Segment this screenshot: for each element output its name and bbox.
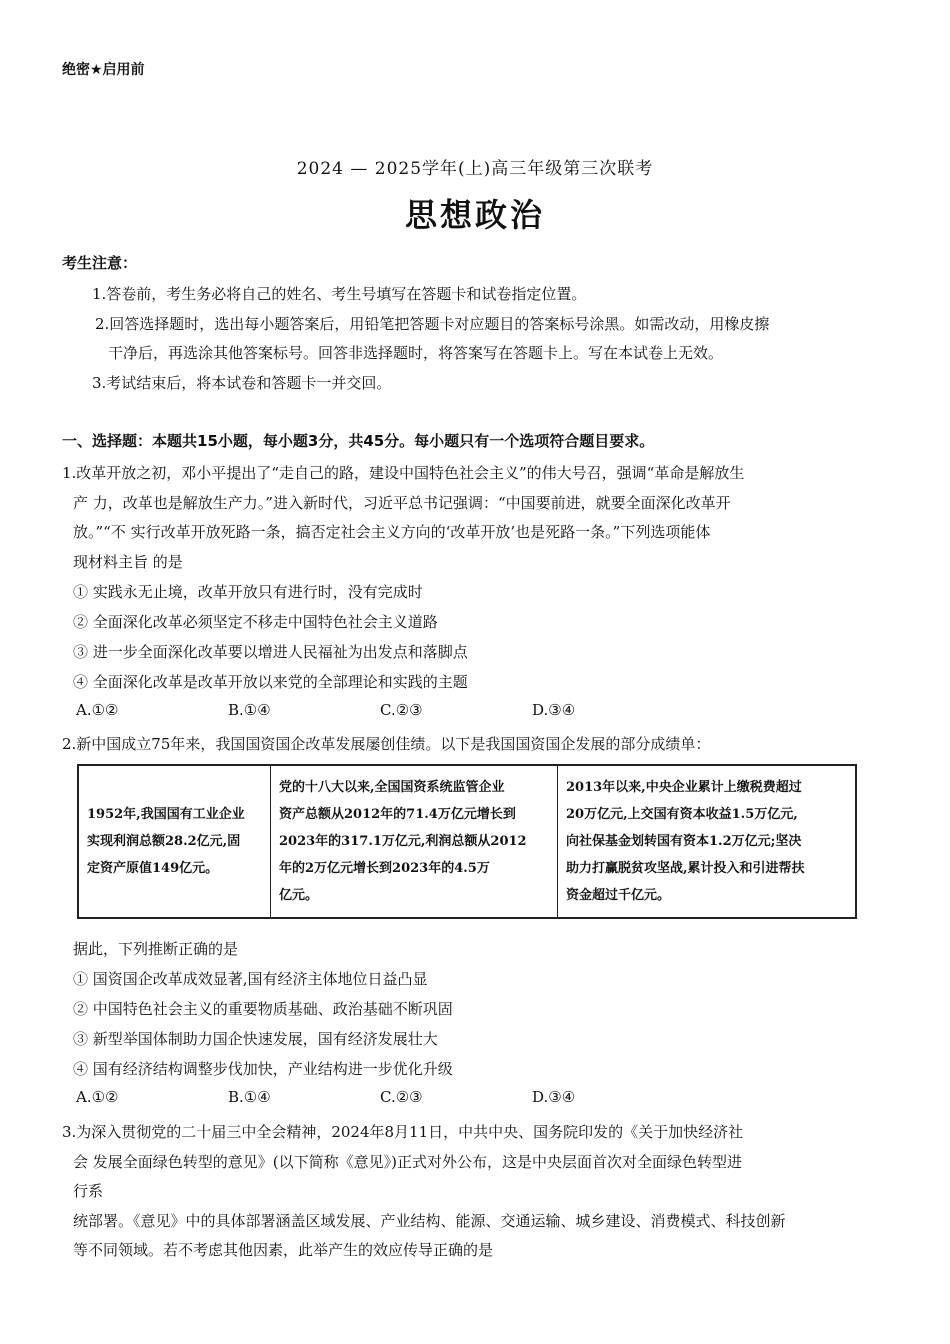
q3-stem-line: 会 发展全面绿色转型的意见》(以下简称《意见》)正式对外公布，这是中央层面首次对全面绿色转型进	[73, 1153, 742, 1171]
q2-stem: 2.新中国成立75年来，我国国资国企改革发展屡创佳绩。以下是我国国资国企发展的部分成绩单：	[62, 735, 711, 753]
table-cell-2013: 2013年以来,中央企业累计上缴税费超过 20万亿元,上交国有资本收益1.5万亿元, 向社保基金划转国有资本1.2万亿元;坚决 助力打赢脱贫攻坚战,累计投入和引进帮扶 资金超过千亿元。	[558, 765, 857, 918]
q3-stem-line: 3.为深入贯彻党的二十届三中全会精神，2024年8月11日，中共中央、国务院印发的《关于加快经济社	[62, 1123, 744, 1141]
q1-option-b: B.①④	[228, 701, 271, 719]
exam-header: 2024 — 2025学年(上)高三年级第三次联考	[296, 159, 654, 179]
q2-option-b: B.①④	[228, 1088, 271, 1106]
q1-stem-line: 现材料主旨 的是	[73, 553, 183, 571]
q1-stem-line: 1.改革开放之初，邓小平提出了“走自己的路，建设中国特色社会主义”的伟大号召，强调“革命是解放生	[62, 464, 745, 482]
q2-statement: ③ 新型举国体制助力国企快速发展，国有经济发展壮大	[73, 1030, 438, 1048]
q1-option-a: A.①②	[76, 701, 119, 719]
q2-prompt: 据此，下列推断正确的是	[73, 940, 239, 958]
q2-option-a: A.①②	[76, 1088, 119, 1106]
q2-options	[76, 1088, 684, 1106]
section-title: 一、选择题：本题共15小题，每小题3分，共45分。每小题只有一个选项符合题目要求。	[62, 432, 655, 450]
q1-option-c: C.②③	[380, 701, 423, 719]
achievement-table	[77, 764, 857, 919]
q2-statement: ① 国资国企改革成效显著,国有经济主体地位日益凸显	[73, 970, 428, 988]
subject-title: 思想政治	[404, 196, 545, 234]
q1-options	[76, 701, 684, 719]
q1-statement: ③ 进一步全面深化改革要以增进人民福祉为出发点和落脚点	[73, 643, 468, 661]
table-cell-1952: 1952年,我国国有工业企业 实现利润总额28.2亿元,固 定资产原值149亿元。	[78, 765, 271, 918]
notice-item: 1.答卷前，考生务必将自己的姓名、考生号填写在答题卡和试卷指定位置。	[92, 285, 587, 303]
q2-option-c: C.②③	[380, 1088, 423, 1106]
q2-option-d: D.③④	[532, 1088, 576, 1106]
table-cell-18th-congress: 党的十八大以来,全国国资系统监管企业 资产总额从2012年的71.4万亿元增长到 2023年的317.1万亿元,利润总额从2012 年的2万亿元增长到2023年的4.5万 亿元。	[271, 765, 558, 918]
q3-stem-line: 行系	[73, 1182, 104, 1200]
q3-stem-line: 统部署。《意见》中的具体部署涵盖区域发展、产业结构、能源、交通运输、城乡建设、消费模式、科技创新	[73, 1212, 786, 1230]
q1-stem-line: 产 力，改革也是解放生产力。”进入新时代，习近平总书记强调：“中国要前进，就要全面深化改革开	[73, 494, 731, 512]
notice-heading: 考生注意：	[62, 254, 138, 272]
q1-statement: ② 全面深化改革必须坚定不移走中国特色社会主义道路	[73, 613, 438, 631]
notice-item: 3.考试结束后，将本试卷和答题卡一并交回。	[92, 374, 392, 392]
q1-statement: ① 实践永无止境，改革开放只有进行时，没有完成时	[73, 583, 423, 601]
q1-stem-line: 放。”“不 实行改革开放死路一条，搞否定社会主义方向的‘改革开放’也是死路一条。”下列选项能体	[73, 523, 711, 541]
notice-item: 干净后，再选涂其他答案标号。回答非选择题时，将答案写在答题卡上。写在本试卷上无效。	[108, 344, 724, 362]
q3-stem-line: 等不同领域。若不考虑其他因素，此举产生的效应传导正确的是	[73, 1241, 494, 1259]
secret-label: 绝密★启用前	[62, 62, 145, 78]
q1-option-d: D.③④	[532, 701, 576, 719]
q2-statement: ④ 国有经济结构调整步伐加快，产业结构进一步优化升级	[73, 1060, 453, 1078]
notice-item: 2.回答选择题时，选出每小题答案后，用铅笔把答题卡对应题目的答案标号涂黑。如需改动，用橡皮擦	[95, 315, 770, 333]
q1-statement: ④ 全面深化改革是改革开放以来党的全部理论和实践的主题	[73, 673, 468, 691]
q2-statement: ② 中国特色社会主义的重要物质基础、政治基础不断巩固	[73, 1000, 453, 1018]
